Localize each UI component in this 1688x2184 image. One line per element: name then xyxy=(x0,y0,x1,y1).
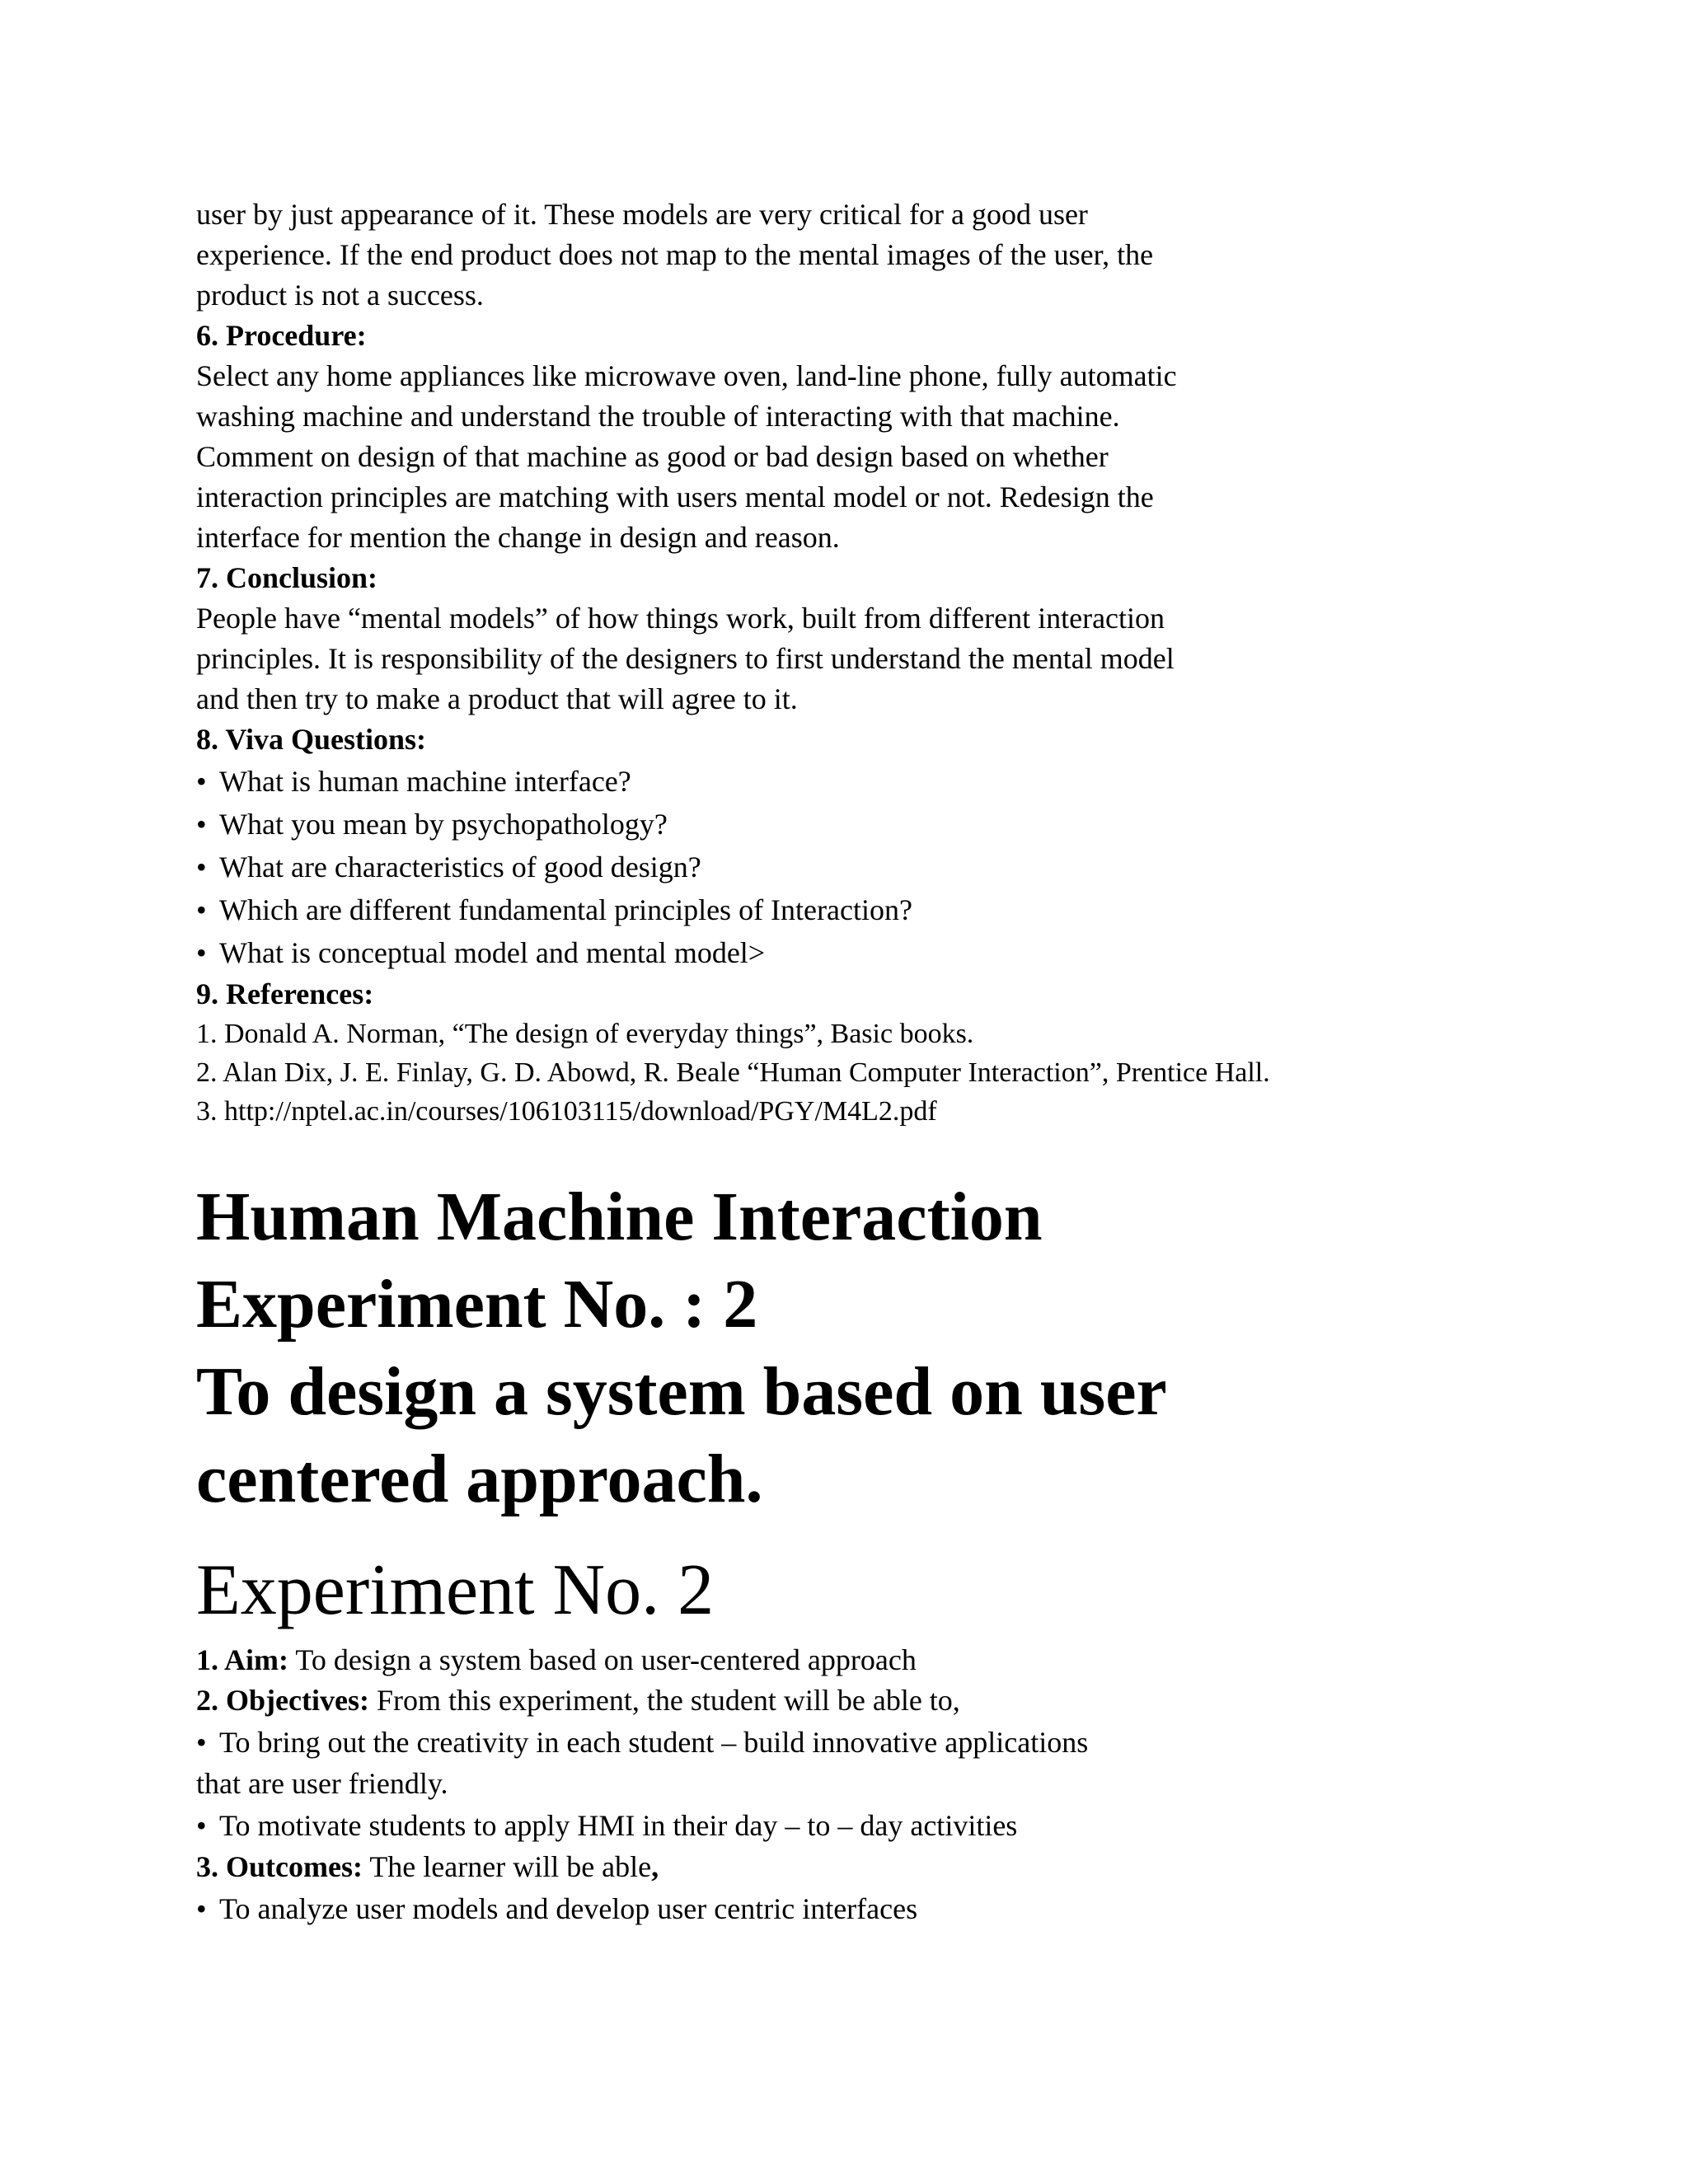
section-heading: 7. Conclusion: xyxy=(196,561,378,594)
text-line: experience. If the end product does not map to the mental images of the user, the xyxy=(196,238,1154,271)
aim-text: To design a system based on user-centered approach xyxy=(288,1643,917,1676)
list-item-text: To bring out the creativity in each student – build innovative applications xyxy=(219,1726,1089,1759)
title-line: To design a system based on user xyxy=(196,1353,1167,1430)
document-content xyxy=(196,194,1482,1930)
bullet-icon: • xyxy=(196,936,207,969)
list-item-text: What you mean by psychopathology? xyxy=(219,808,668,841)
references-section xyxy=(196,974,1482,1131)
outcomes-text: The learner will be able xyxy=(362,1850,652,1883)
text-line: principles. It is responsibility of the designers to first understand the mental model xyxy=(196,642,1175,675)
section-heading: 9. References: xyxy=(196,977,374,1010)
text-line: People have “mental models” of how things work, built from different interaction xyxy=(196,602,1165,635)
objectives-text: From this experiment, the student will be able to, xyxy=(368,1684,960,1717)
title-line: centered approach. xyxy=(196,1441,763,1517)
list-item xyxy=(196,846,1482,888)
list-item xyxy=(196,931,1482,974)
text-line: and then try to make a product that will agree to it. xyxy=(196,682,798,715)
intro-paragraph xyxy=(196,194,1482,316)
section-heading: 8. Viva Questions: xyxy=(196,723,427,756)
list-item-text: What is human machine interface? xyxy=(219,765,631,798)
list-item xyxy=(196,1804,1482,1847)
title-block xyxy=(196,1174,1482,1523)
list-item xyxy=(196,1721,1482,1764)
text-line: user by just appearance of it. These models are very critical for a good user xyxy=(196,198,1088,231)
list-item-text: What are characteristics of good design? xyxy=(219,851,701,883)
list-item-text: To motivate students to apply HMI in their day – to – day activities xyxy=(219,1809,1018,1842)
text-line: interaction principles are matching with users mental model or not. Redesign the xyxy=(196,480,1154,513)
list-item-continuation: that are user friendly. xyxy=(196,1767,448,1800)
bullet-icon: • xyxy=(196,1726,207,1759)
text-line: product is not a success. xyxy=(196,279,484,312)
reference-item: 3. http://nptel.ac.in/courses/106103115/download/PGY/M4L2.pdf xyxy=(196,1096,937,1127)
outcomes-line xyxy=(196,1847,1482,1887)
list-item xyxy=(196,803,1482,846)
bullet-icon: • xyxy=(196,808,207,841)
list-item xyxy=(196,1887,1482,1930)
title-line: Experiment No. : 2 xyxy=(196,1266,758,1343)
bullet-icon: • xyxy=(196,765,207,798)
aim-label: 1. Aim: xyxy=(196,1643,288,1676)
experiment-heading: Experiment No. 2 xyxy=(196,1550,715,1630)
reference-item: 1. Donald A. Norman, “The design of everyday things”, Basic books. xyxy=(196,1019,974,1049)
objectives-line xyxy=(196,1680,1482,1721)
text-line: Comment on design of that machine as good or bad design based on whether xyxy=(196,440,1109,473)
bullet-icon: • xyxy=(196,1892,207,1925)
list-item xyxy=(196,888,1482,931)
objectives-label: 2. Objectives: xyxy=(196,1684,369,1717)
list-item xyxy=(196,760,1482,803)
list-item-text: To analyze user models and develop user centric interfaces xyxy=(219,1892,918,1925)
viva-section xyxy=(196,719,1482,974)
section-heading: 6. Procedure: xyxy=(196,319,367,352)
text-line: washing machine and understand the trouble of interacting with that machine. xyxy=(196,400,1120,433)
reference-item: 2. Alan Dix, J. E. Finlay, G. D. Abowd, R. Beale “Human Computer Interaction”, Prentice Hall. xyxy=(196,1057,1270,1088)
outcomes-label: 3. Outcomes: xyxy=(196,1850,363,1883)
title-line: Human Machine Interaction xyxy=(196,1179,1043,1255)
bullet-icon: • xyxy=(196,851,207,883)
text-line: interface for mention the change in design and reason. xyxy=(196,521,840,554)
bullet-icon: • xyxy=(196,893,207,926)
list-item-text: What is conceptual model and mental model> xyxy=(219,936,766,969)
conclusion-section xyxy=(196,558,1482,719)
bullet-icon: • xyxy=(196,1809,207,1842)
procedure-section xyxy=(196,316,1482,558)
outcomes-comma: , xyxy=(651,1850,659,1883)
aim-line xyxy=(196,1640,1482,1680)
list-item-text: Which are different fundamental principles of Interaction? xyxy=(219,893,912,926)
text-line: Select any home appliances like microwave oven, land-line phone, fully automatic xyxy=(196,359,1177,392)
